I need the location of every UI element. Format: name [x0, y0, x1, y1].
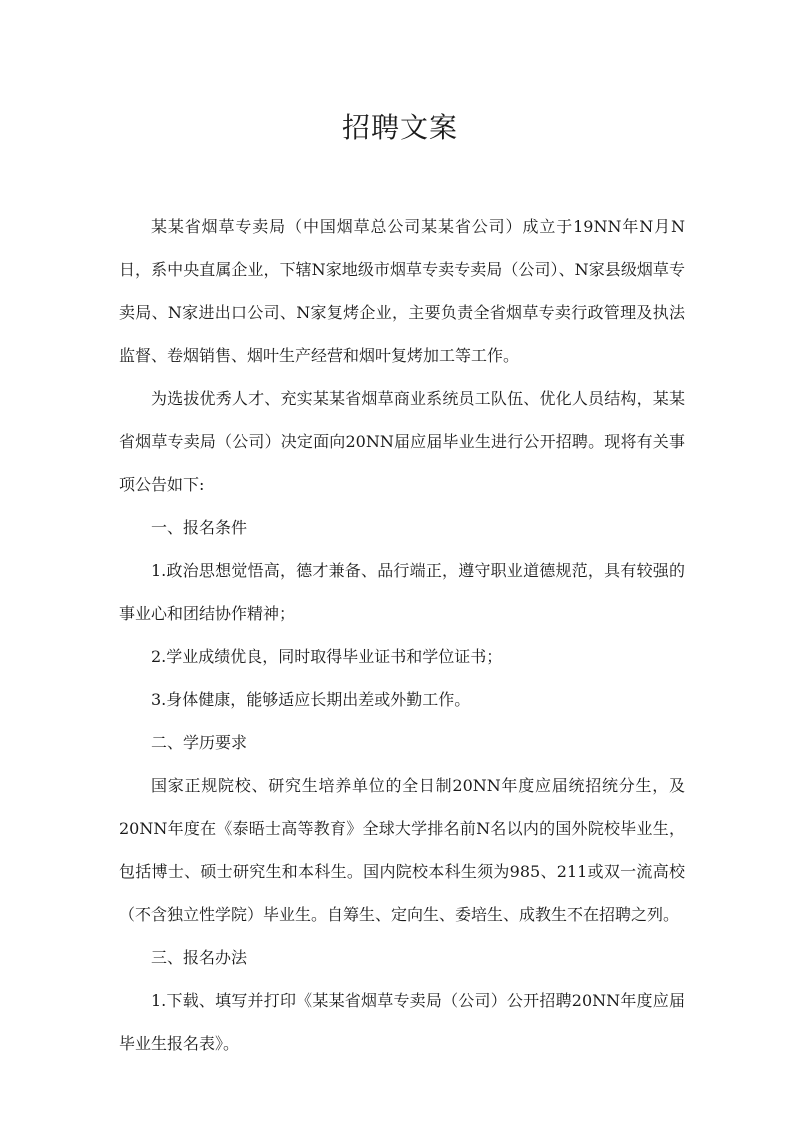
document-title: 招聘文案 [341, 111, 458, 144]
paragraph-purpose: 为选拔优秀人才、充实某某省烟草商业系统员工队伍、优化人员结构，某某省烟草专卖局（公司）决定面向20NN届应届毕业生进行公开招聘。现将有关事项公告如下: [119, 389, 685, 494]
section-heading-education: 二、学历要求 [151, 733, 248, 752]
paragraph-education: 国家正规院校、研究生培养单位的全日制20NN年度应届统招统分生，及20NN年度在《泰晤士高等教育》全球大学排名前N名以内的国外院校毕业生，包括博士、硕士研究生和本科生。国内院校本科生须为985、211或双一流高校（不含独立性学院）毕业生。自筹生、定向生、委培生、成教生不在招聘之列。 [119, 776, 685, 924]
requirement-item-1: 1.政治思想觉悟高，德才兼备、品行端正，遵守职业道德规范，具有较强的事业心和团结协作精神； [119, 561, 685, 623]
requirement-item-3: 3.身体健康，能够适应长期出差或外勤工作。 [151, 690, 471, 709]
document-body [119, 205, 685, 1065]
section-heading-application: 三、报名办法 [151, 948, 248, 967]
requirement-item-2: 2.学业成绩优良，同时取得毕业证书和学位证书； [151, 647, 503, 666]
section-heading-requirements: 一、报名条件 [151, 518, 248, 537]
application-item-1: 1.下载、填写并打印《某某省烟草专卖局（公司）公开招聘20NN年度应届毕业生报名表》。 [119, 991, 685, 1053]
paragraph-intro: 某某省烟草专卖局（中国烟草总公司某某省公司）成立于19NN年N月N日，系中央直属企业，下辖N家地级市烟草专卖专卖局（公司）、N家县级烟草专卖局、N家进出口公司、N家复烤企业，主要负责全省烟草专卖行政管理及执法监督、卷烟销售、烟叶生产经营和烟叶复烤加工等工作。 [119, 217, 685, 365]
